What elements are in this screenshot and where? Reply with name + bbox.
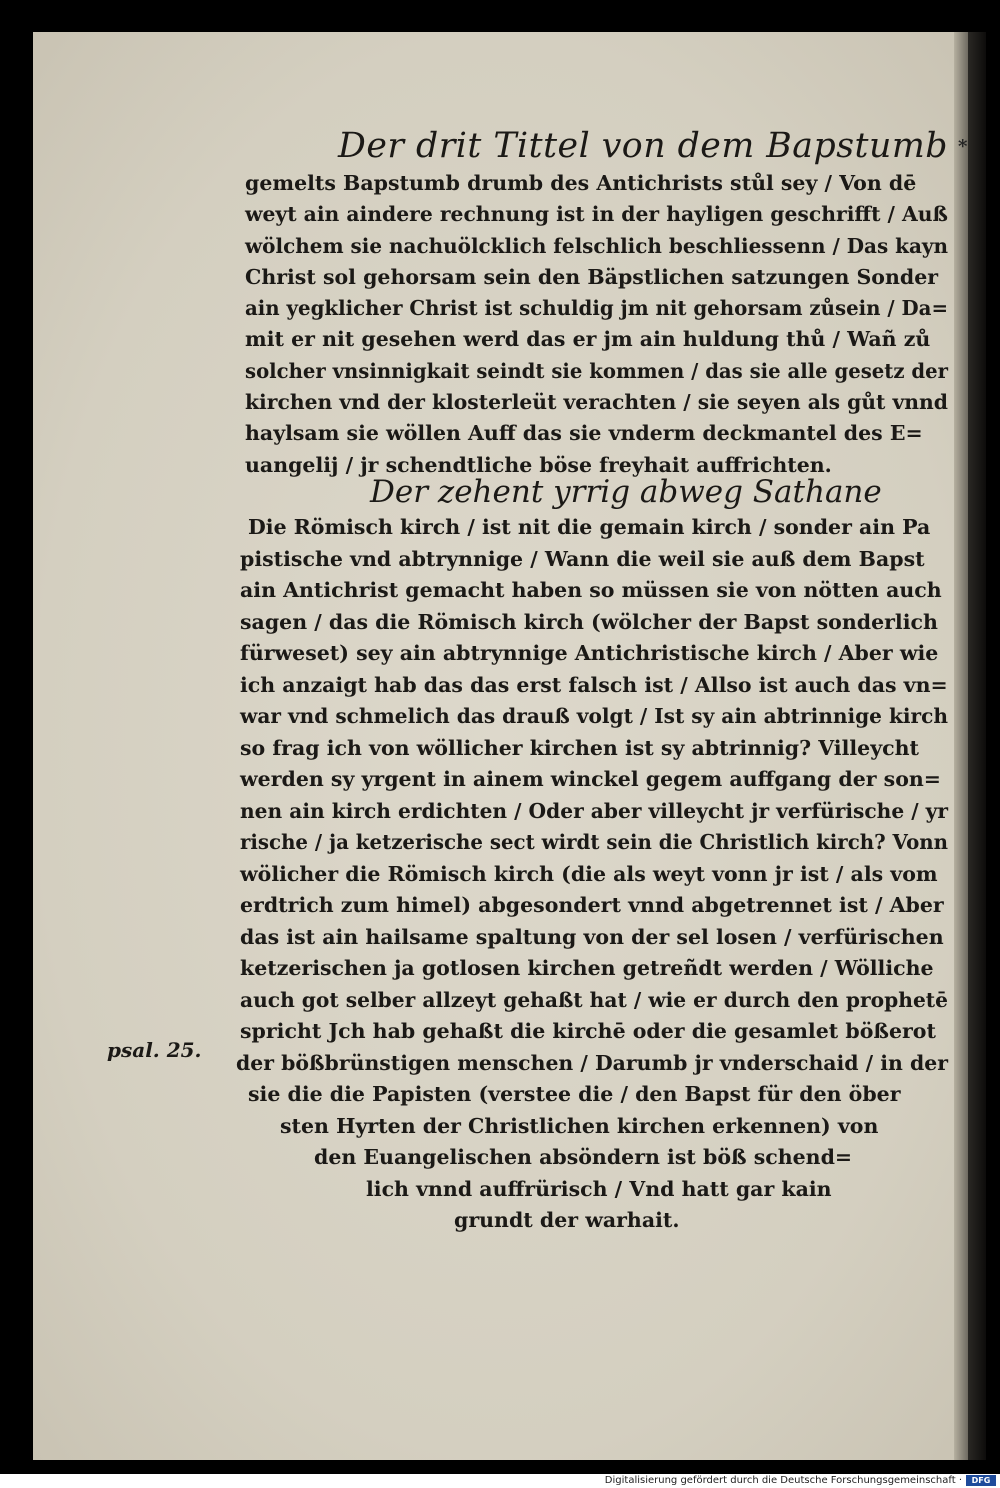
text-line: sten Hyrten der Christlichen kirchen erkennen) von (280, 1113, 879, 1138)
text-line: ketzerischen ja gotlosen kirchen getreñdt werden / Wölliche (240, 956, 934, 980)
text-line: das ist ain hailsame spaltung von der sel losen / verfürischen (240, 924, 944, 949)
text-line: solcher vnsinnigkait seindt sie kommen / das sie alle gesetz der (245, 358, 948, 383)
text-line: wölchem sie nachuölcklich felschlich beschliessenn / Das kayn (245, 233, 949, 258)
text-line: spricht Jch hab gehaßt die kirchē oder die gesamlet bößerot (240, 1019, 936, 1043)
text-line: auch got selber allzeyt gehaßt hat / wie er durch den prophetē (240, 987, 949, 1012)
text-line: fürweset) sey ain abtrynnige Antichristische kirch / Aber wie (240, 641, 939, 665)
footer-bar (0, 1474, 1000, 1488)
text-line: Die Römisch kirch / ist nit die gemain kirch / sonder ain Pa (248, 515, 931, 539)
text-line: der bößbrünstigen menschen / Darumb jr vnderschaid / in der (236, 1050, 949, 1075)
footer-credit: Digitalisierung gefördert durch die Deutsche Forschungsgemeinschaft · (604, 1475, 962, 1486)
section-1-text (245, 168, 978, 481)
text-line: uangelij / jr schendtliche böse freyhait auffrichten. (245, 452, 832, 477)
margin-note: psal. 25. (107, 1038, 202, 1062)
text-line: so frag ich von wöllicher kirchen ist sy abtrinnig? Villeycht (240, 735, 919, 760)
text-line: wölicher die Römisch kirch (die als weyt vonn jr ist / als vom (240, 861, 938, 886)
text-line: den Euangelischen absöndern ist böß schend= (314, 1145, 853, 1169)
text-line: ich anzaigt hab das das erst falsch ist / Allso ist auch das vn= (240, 672, 948, 697)
text-line: haylsam sie wöllen Auff das sie vnderm deckmantel des E= (245, 421, 923, 446)
text-line: sagen / das die Römisch kirch (wölcher der Bapst sonderlich (240, 609, 938, 634)
text-line: nen ain kirch erdichten / Oder aber villeycht jr verfürische / yr (240, 798, 949, 823)
section-2-text (236, 512, 975, 1237)
text-line: kirchen vnd der klosterleüt verachten / sie seyen als gůt vnnd (245, 390, 948, 415)
text-line: gemelts Bapstumb drumb des Antichrists stůl sey / Von dē (245, 171, 917, 195)
text-line: sie die die Papisten (verstee die / den Bapst für den öber (248, 1082, 901, 1106)
section-heading: Der zehent yrrig abweg Sathane (370, 474, 882, 510)
text-line: weyt ain aindere rechnung ist in der hayligen geschrifft / Auß (245, 202, 948, 227)
text-line: grundt der warhait. (454, 1208, 680, 1232)
text-line: rische / ja ketzerische sect wirdt sein die Christlich kirch? Vonn (240, 830, 948, 854)
page-mark: * (958, 136, 968, 157)
text-line: werden sy yrgent in ainem winckel gegem auffgang der son= (240, 767, 941, 791)
text-line: mit er nit gesehen werd das er jm ain huldung thů / Wañ zů (245, 327, 931, 352)
text-line: erdtrich zum himel) abgesondert vnnd abgetrennet ist / Aber (240, 893, 944, 917)
text-line: ain yegklicher Christ ist schuldig jm nit gehorsam zůsein / Da= (245, 296, 949, 321)
text-line: ain Antichrist gemacht haben so müssen sie von nötten auch (240, 578, 942, 602)
text-line: Christ sol gehorsam sein den Bäpstlichen satzungen Sonder (245, 264, 939, 289)
text-line: war vnd schmelich das drauß volgt / Ist sy ain abtrinnige kirch (240, 704, 949, 728)
dfg-logo: DFG (966, 1475, 996, 1486)
running-head: Der drit Tittel von dem Bapstumb (338, 126, 948, 166)
text-line: lich vnnd auffrürisch / Vnd hatt gar kain (366, 1176, 832, 1201)
text-line: pistische vnd abtrynnige / Wann die weil sie auß dem Bapst (240, 546, 925, 571)
